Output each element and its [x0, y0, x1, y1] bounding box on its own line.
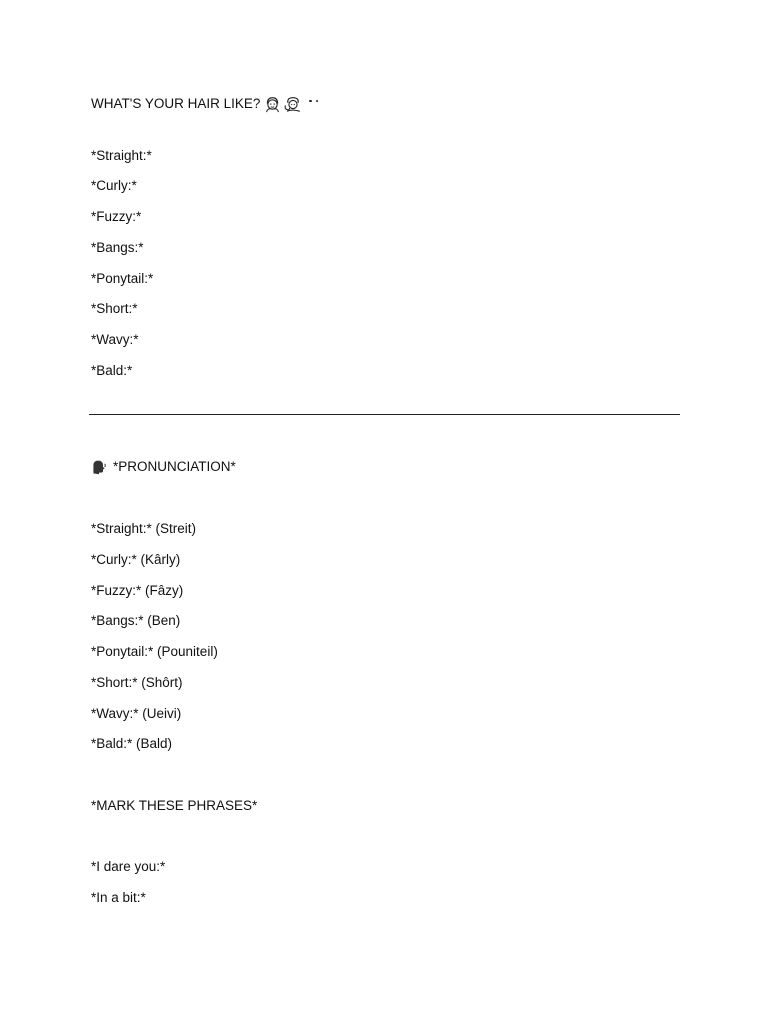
phrase-item: *In a bit:*: [91, 890, 146, 905]
phrases-heading: *MARK THESE PHRASES*: [91, 798, 258, 813]
hair-heading-text: WHAT'S YOUR HAIR LIKE?: [91, 96, 261, 111]
decorative-dots: [309, 100, 318, 103]
pronunciation-heading-text: *PRONUNCIATION*: [113, 459, 236, 474]
pronunciation-item: *Curly:* (Kârly): [91, 552, 181, 567]
hair-item: *Bald:*: [91, 363, 133, 378]
person-icon: [264, 96, 281, 113]
pronunciation-item: *Bald:* (Bald): [91, 736, 173, 751]
speaking-head-icon: [91, 459, 107, 475]
hair-item: *Bangs:*: [91, 240, 144, 255]
hair-item: *Straight:*: [91, 148, 152, 163]
hair-item: *Curly:*: [91, 178, 137, 193]
hair-item: *Ponytail:*: [91, 271, 154, 286]
hair-heading-emojis: [264, 96, 318, 113]
pronunciation-item: *Straight:* (Streit): [91, 521, 197, 536]
pronunciation-item: *Wavy:* (Ueivi): [91, 706, 182, 721]
hair-item: *Wavy:*: [91, 332, 139, 347]
hair-heading: [91, 95, 318, 113]
hair-item: *Short:*: [91, 301, 138, 316]
pronunciation-item: *Ponytail:* (Pouniteil): [91, 644, 218, 659]
section-divider: [89, 414, 680, 415]
hair-item: *Fuzzy:*: [91, 209, 142, 224]
pronunciation-item: *Bangs:* (Ben): [91, 613, 181, 628]
pronunciation-item: *Short:* (Shôrt): [91, 675, 183, 690]
pronunciation-item: *Fuzzy:* (Fâzy): [91, 583, 184, 598]
woman-curly-hair-icon: [283, 96, 303, 113]
pronunciation-heading: [91, 458, 236, 476]
phrase-item: *I dare you:*: [91, 859, 166, 874]
